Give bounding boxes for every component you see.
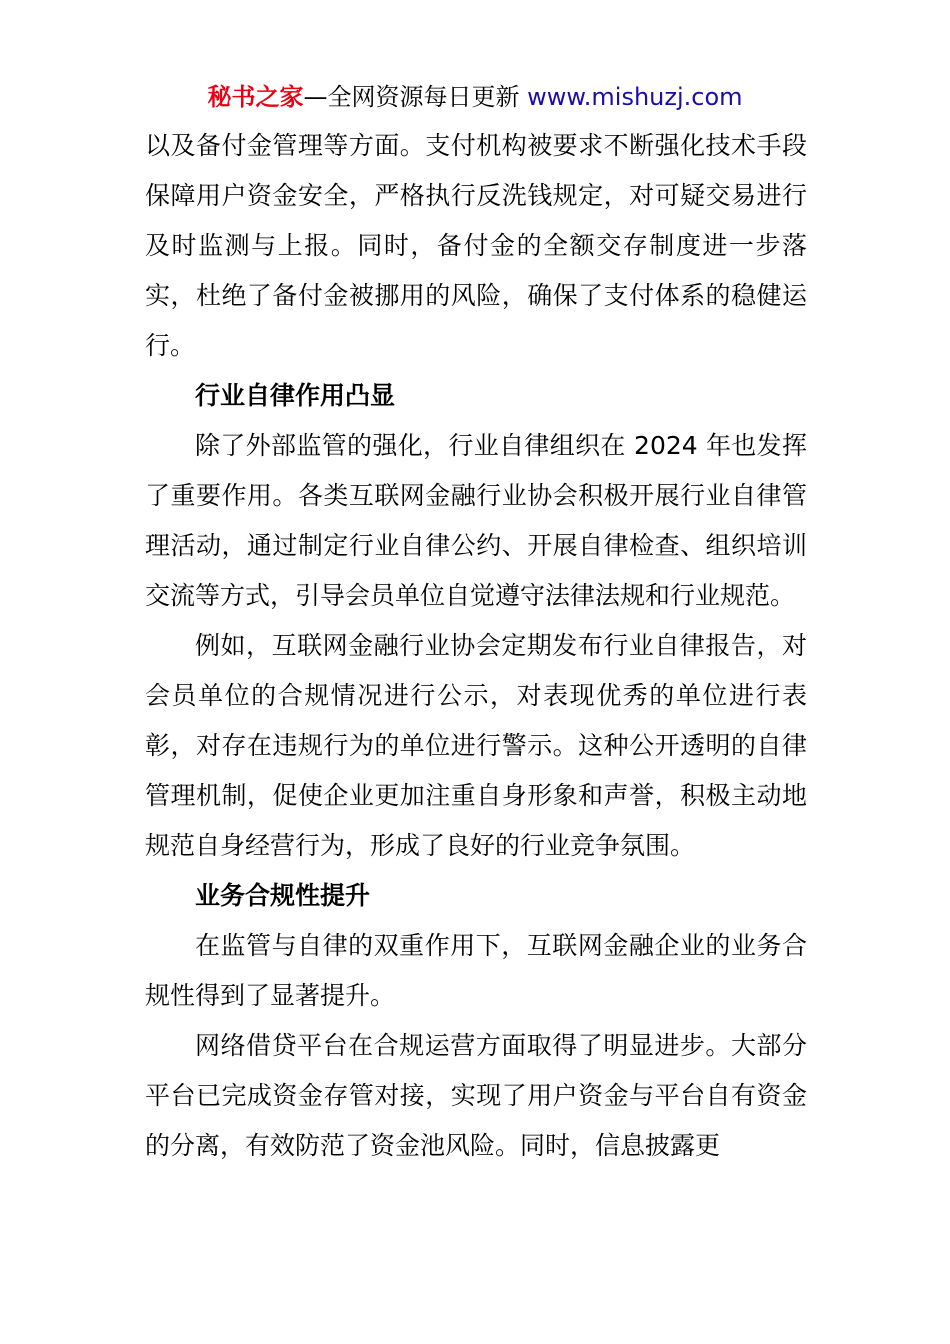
site-url-link[interactable]: www.mishuzj.com: [527, 83, 743, 111]
paragraph-example: 例如，互联网金融行业协会定期发布行业自律报告，对会员单位的合规情况进行公示，对表现优秀的单位进行表彰，对存在违规行为的单位进行警示。这种公开透明的自律管理机制，促使企业更加注重自身形象和声誉，积极主动地规范自身经营行为，形成了良好的行业竞争氛围。: [145, 631, 807, 860]
paragraph-self-regulation: 除了外部监管的强化，行业自律组织在 2024 年也发挥了重要作用。各类互联网金融行业协会积极开展行业自律管理活动，通过制定行业自律公约、开展自律检查、组织培训交流等方式，引导会员单位自觉遵守法律法规和行业规范。: [145, 431, 807, 610]
section-heading-compliance: 业务合规性提升: [195, 881, 371, 910]
document-body: [145, 121, 807, 1171]
paragraph-continued: 以及备付金管理等方面。支付机构被要求不断强化技术手段保障用户资金安全，严格执行反洗钱规定，对可疑交易进行及时监测与上报。同时，备付金的全额交存制度进一步落实，杜绝了备付金被挪用的风险，确保了支付体系的稳健运行。: [145, 131, 807, 360]
site-tagline: —全网资源每日更新: [303, 83, 520, 111]
paragraph-compliance-intro: 在监管与自律的双重作用下，互联网金融企业的业务合规性得到了显著提升。: [145, 931, 807, 1010]
site-header: [0, 80, 950, 114]
section-heading-self-regulation: 行业自律作用凸显: [195, 381, 396, 410]
site-brand: 秘书之家: [207, 83, 304, 111]
paragraph-lending-platforms: 网络借贷平台在合规运营方面取得了明显进步。大部分平台已完成资金存管对接，实现了用户资金与平台自有资金的分离，有效防范了资金池风险。同时，信息披露更: [145, 1031, 807, 1160]
